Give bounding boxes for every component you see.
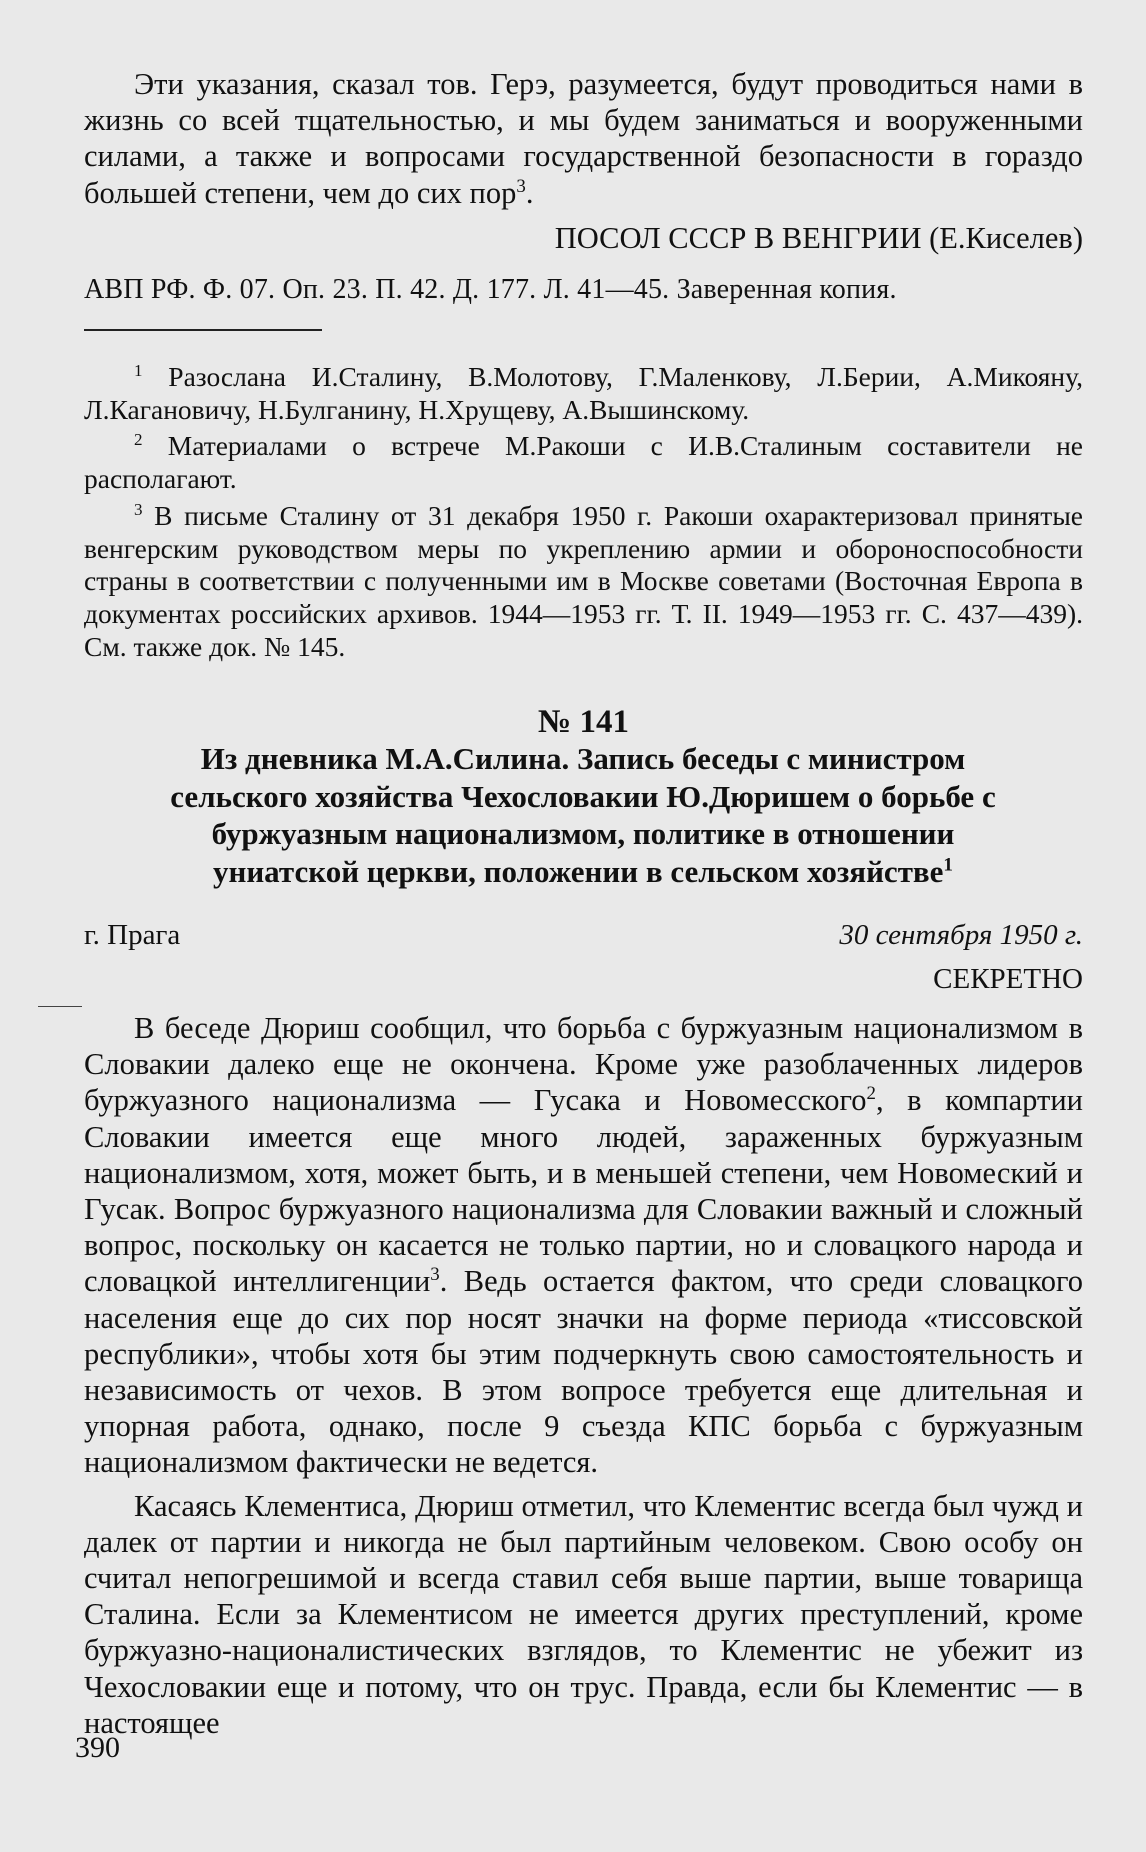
body-paragraph: В беседе Дюриш сообщил, что борьба с буржуазным национализмом в Словакии далеко еще не окончена. Кроме уже разоблаченных лидеров буржуазного национализма — Гусака и Новомесского$^2$, в компартии Словакии имеется еще много людей, зараженных буржуазным национализмом, хотя, может быть, и в меньшей степени, чем Новомеский и Гусак. Вопрос буржуазного национализма для Словакии важный и сложный вопрос, поскольку он касается не только партии, но и словацкого народа и словацкой интеллигенции$^3$. Ведь остается фактом, что среди словацкого населения еще до сих пор носят значки на форме периода «тиссовской республики», чтобы хотя бы этим подчеркнуть свою самостоятельность и независимость от чехов. В этом вопросе требуется еще длительная и упорная работа, однако, после 9 съезда КПС борьба с буржуазным национализмом фактически не ведется. [84, 1011, 1083, 1480]
footnote-ref: 2 [866, 1083, 876, 1105]
footnote-item: $^3$ В письме Сталину от 31 декабря 1950 г. Ракоши охарактеризовал принятые венгерским руководством меры по укреплению армии и обороноспособности страны в соответствии с полученными им в Москве советами (Восточная Европа в документах российских архивов. 1944—1953 гг. Т. II. 1949—1953 гг. С. 437—439). См. также док. № 145. [84, 499, 1084, 662]
footnote-ref: 3 [430, 1264, 440, 1286]
document-title-block [150, 740, 1016, 890]
intro-block [84, 66, 1083, 211]
classification-block [84, 961, 1083, 997]
margin-mark [38, 1006, 82, 1007]
footnote-item: $^2$ Материалами о встрече М.Ракоши с И.В.Сталиным составители не располагают. [84, 430, 1083, 495]
intro-paragraph: Эти указания, сказал тов. Герэ, разумеется, будут проводиться нами в жизнь со всей тщательностью, и мы будем заниматься и вооруженными силами, а также и вопросами государственной безопасности в гораздо большей степени, чем до сих пор$^3$. [84, 67, 1083, 210]
archive-block [84, 273, 1083, 307]
date: 30 сентября 1950 г. [839, 919, 1083, 951]
footnote-rule [84, 329, 322, 331]
page-number: 390 [75, 1731, 120, 1764]
place-date-line [84, 918, 1083, 952]
archive-reference: АВП РФ. Ф. 07. Оп. 23. П. 42. Д. 177. Л. 41—45. Заверенная копия. [84, 274, 897, 305]
footnote-ref: 3 [516, 175, 526, 197]
place: г. Прага [84, 919, 181, 951]
classification: СЕКРЕТНО [933, 963, 1083, 995]
document-number: № 141 [538, 704, 629, 740]
footnote-item: $^1$ Разослана И.Сталину, В.Молотову, Г.Маленкову, Л.Берии, А.Микояну, Л.Кагановичу, Н.Булганину, Н.Хрущеву, А.Вышинскому. [84, 360, 1083, 425]
footnote-separator [84, 329, 1083, 331]
signature: ПОСОЛ СССР В ВЕНГРИИ (Е.Киселев) [554, 221, 1083, 255]
document-number-block [84, 702, 1083, 742]
footnotes [84, 361, 1083, 667]
body-text [84, 1010, 1083, 1741]
footnote-ref: 1 [943, 854, 954, 876]
document-title: Из дневника М.А.Силина. Запись беседы с министром сельского хозяйства Чехословакии Ю.Дюришем о борьбе с буржуазным национализмом, политике в отношении униатской церкви, положении в сельском хозяйстве$^1$ [170, 741, 996, 889]
body-paragraph: Касаясь Клементиса, Дюриш отметил, что Клементис всегда был чужд и далек от партии и никогда не был партийным человеком. Свою особу он считал непогрешимой и всегда ставил себя выше партии, выше товарища Сталина. Если за Клементисом не имеется других преступлений, кроме буржуазно-националистических взглядов, то Клементис не убежит из Чехословакии еще и потому, что он трус. Правда, если бы Клементис — в настоящее [84, 1488, 1083, 1740]
signature-block [84, 219, 1083, 257]
